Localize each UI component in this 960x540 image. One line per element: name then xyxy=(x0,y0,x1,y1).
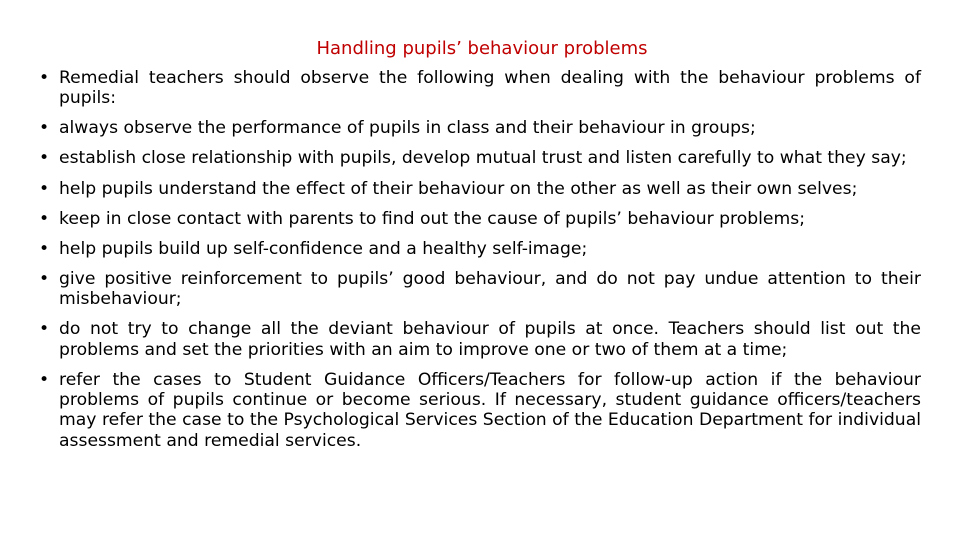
bullet-text: establish close relationship with pupils, develop mutual trust and listen carefully to what they say; xyxy=(59,148,907,169)
bullet-dot-icon: • xyxy=(39,319,50,340)
bullet-dot-icon: • xyxy=(39,148,50,169)
bullet-item xyxy=(39,269,921,310)
bullet-dot-icon: • xyxy=(39,178,50,199)
bullet-item xyxy=(39,148,921,168)
bullet-item xyxy=(39,209,921,229)
bullet-dot-icon: • xyxy=(39,369,50,390)
bullet-item xyxy=(39,179,921,199)
bullet-dot-icon: • xyxy=(39,208,50,229)
bullet-item xyxy=(39,319,921,360)
bullet-item xyxy=(39,118,921,138)
bullet-text: do not try to change all the deviant behaviour of pupils at once. Teachers should list out the problems and set the priorities with an aim to improve one or two of them at a time; xyxy=(59,319,921,360)
bullet-dot-icon: • xyxy=(39,268,50,289)
bullet-text: help pupils build up self-confidence and a healthy self-image; xyxy=(59,238,588,259)
bullet-text: help pupils understand the effect of their behaviour on the other as well as their own selves; xyxy=(59,178,858,199)
bullet-dot-icon: • xyxy=(39,68,50,88)
bullet-item xyxy=(39,68,921,109)
bullet-list xyxy=(39,68,921,461)
slide-title: Handling pupils’ behaviour problems xyxy=(316,38,648,59)
bullet-text: keep in close contact with parents to find out the cause of pupils’ behaviour problems; xyxy=(59,208,805,229)
bullet-text: always observe the performance of pupils in class and their behaviour in groups; xyxy=(59,118,756,139)
bullet-text: give positive reinforcement to pupils’ good behaviour, and do not pay undue attention to their misbehaviour; xyxy=(59,268,921,310)
bullet-item xyxy=(39,370,921,451)
bullet-dot-icon: • xyxy=(39,118,50,139)
bullet-item xyxy=(39,239,921,259)
bullet-text: refer the cases to Student Guidance Officers/Teachers for follow-up action if the behaviour problems of pupils continue or become serious. If necessary, student guidance officers/teachers may refer the case to the Psychological Services Section of the Education Department for individual assessment and remedial services. xyxy=(59,369,921,451)
bullet-dot-icon: • xyxy=(39,238,50,259)
bullet-text: Remedial teachers should observe the following when dealing with the behaviour problems of pupils: xyxy=(59,68,921,109)
